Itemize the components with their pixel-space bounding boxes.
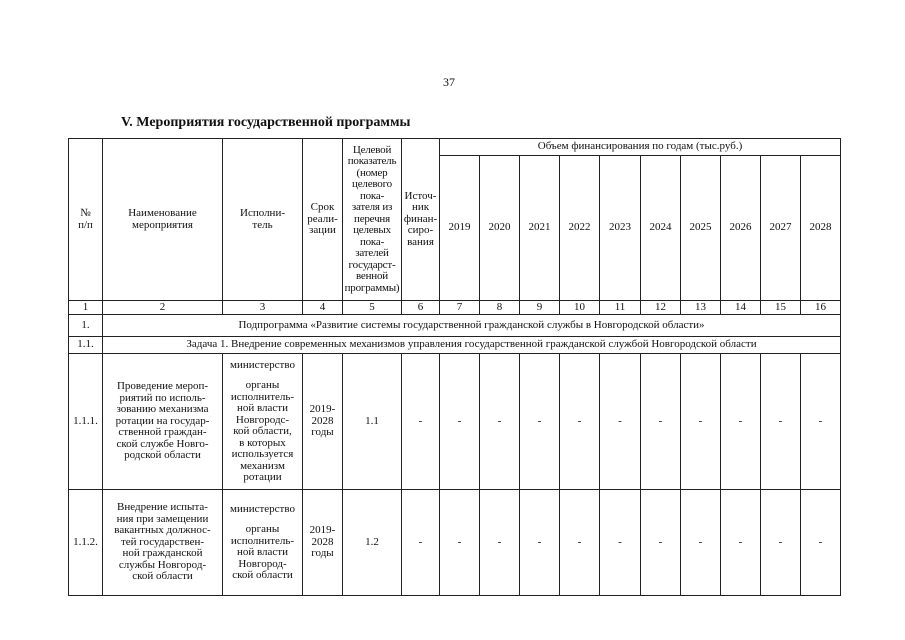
row-name: Проведение мероп- риятий по исполь- зованию механизма ротации на государ- ственной граждан- ской службе Новго- родской области	[103, 354, 223, 490]
column-number: 5	[343, 301, 402, 315]
column-number: 9	[520, 301, 560, 315]
header-num: № п/п	[69, 139, 103, 301]
column-number: 7	[440, 301, 480, 315]
subprogram-num: 1.	[69, 315, 103, 337]
task-row	[69, 337, 841, 354]
page-number: 37	[443, 75, 455, 89]
row-value: -	[801, 490, 841, 596]
row-value: -	[560, 490, 600, 596]
row-value: -	[440, 354, 480, 490]
row-value: -	[801, 354, 841, 490]
column-number: 8	[480, 301, 520, 315]
row-value: -	[681, 354, 721, 490]
row-value: -	[560, 354, 600, 490]
column-number: 6	[402, 301, 440, 315]
row-value: -	[520, 354, 560, 490]
column-numbers-row	[69, 301, 841, 315]
column-number: 16	[801, 301, 841, 315]
row-value: -	[480, 490, 520, 596]
year-2020: 2020	[480, 156, 520, 301]
column-number: 14	[721, 301, 761, 315]
year-2021: 2021	[520, 156, 560, 301]
year-2024: 2024	[641, 156, 681, 301]
header-name: Наименование мероприятия	[103, 139, 223, 301]
column-number: 1	[69, 301, 103, 315]
row-value: -	[641, 490, 681, 596]
executor-authorities: органы исполнитель- ной власти Новгородс- кой области, в которых используется механизм ротации	[230, 379, 295, 483]
row-value: -	[681, 490, 721, 596]
column-number: 2	[103, 301, 223, 315]
row-indicator: 1.2	[343, 490, 402, 596]
task-title: Задача 1. Внедрение современных механизмов управления государственной гражданской службой Новгородской области	[103, 337, 841, 354]
table-row	[69, 490, 841, 596]
row-num: 1.1.2.	[69, 490, 103, 596]
year-2019: 2019	[440, 156, 480, 301]
header-source: Источ- ник финан- сиро- вания	[402, 139, 440, 301]
column-number: 4	[303, 301, 343, 315]
row-value: -	[480, 354, 520, 490]
header-indicator: Целевой показатель (номер целевого пока- зателя из перечня целевых пока- зателей государст- венной программы)	[343, 139, 402, 301]
row-value: -	[721, 490, 761, 596]
row-executor	[223, 490, 303, 596]
row-name: Внедрение испыта- ния при замещении вакантных должнос- тей государствен- ной гражданской службы Новгород- ской области	[103, 490, 223, 596]
row-value: -	[440, 490, 480, 596]
row-value: -	[641, 354, 681, 490]
row-num: 1.1.1.	[69, 354, 103, 490]
header-executor: Исполни- тель	[223, 139, 303, 301]
year-2026: 2026	[721, 156, 761, 301]
row-indicator: 1.1	[343, 354, 402, 490]
year-2025: 2025	[681, 156, 721, 301]
row-value: -	[600, 490, 641, 596]
executor-ministry: министерство	[229, 502, 295, 515]
executor-authorities: органы исполнитель- ной власти Новгород- ской области	[230, 523, 295, 581]
column-number: 11	[600, 301, 641, 315]
row-executor	[223, 354, 303, 490]
task-num: 1.1.	[69, 337, 103, 354]
year-2028: 2028	[801, 156, 841, 301]
column-number: 13	[681, 301, 721, 315]
row-value: -	[600, 354, 641, 490]
row-value: -	[761, 354, 801, 490]
section-title: V. Мероприятия государственной программы	[121, 115, 411, 130]
row-source: -	[402, 354, 440, 490]
subprogram-title: Подпрограмма «Развитие системы государственной гражданской службы в Новгородской области»	[103, 315, 841, 337]
row-value: -	[761, 490, 801, 596]
row-source: -	[402, 490, 440, 596]
row-term: 2019- 2028 годы	[303, 490, 343, 596]
column-number: 12	[641, 301, 681, 315]
year-2023: 2023	[600, 156, 641, 301]
year-2022: 2022	[560, 156, 600, 301]
column-number: 10	[560, 301, 600, 315]
column-number: 15	[761, 301, 801, 315]
header-term: Срок реали- зации	[303, 139, 343, 301]
row-term: 2019- 2028 годы	[303, 354, 343, 490]
year-2027: 2027	[761, 156, 801, 301]
subprogram-row	[69, 315, 841, 337]
table-row	[69, 354, 841, 490]
activities-table	[68, 138, 841, 596]
row-value: -	[520, 490, 560, 596]
column-number: 3	[223, 301, 303, 315]
row-value: -	[721, 354, 761, 490]
executor-ministry: министерство	[229, 358, 295, 371]
header-financing: Объем финансирования по годам (тыс.руб.)	[440, 139, 841, 156]
